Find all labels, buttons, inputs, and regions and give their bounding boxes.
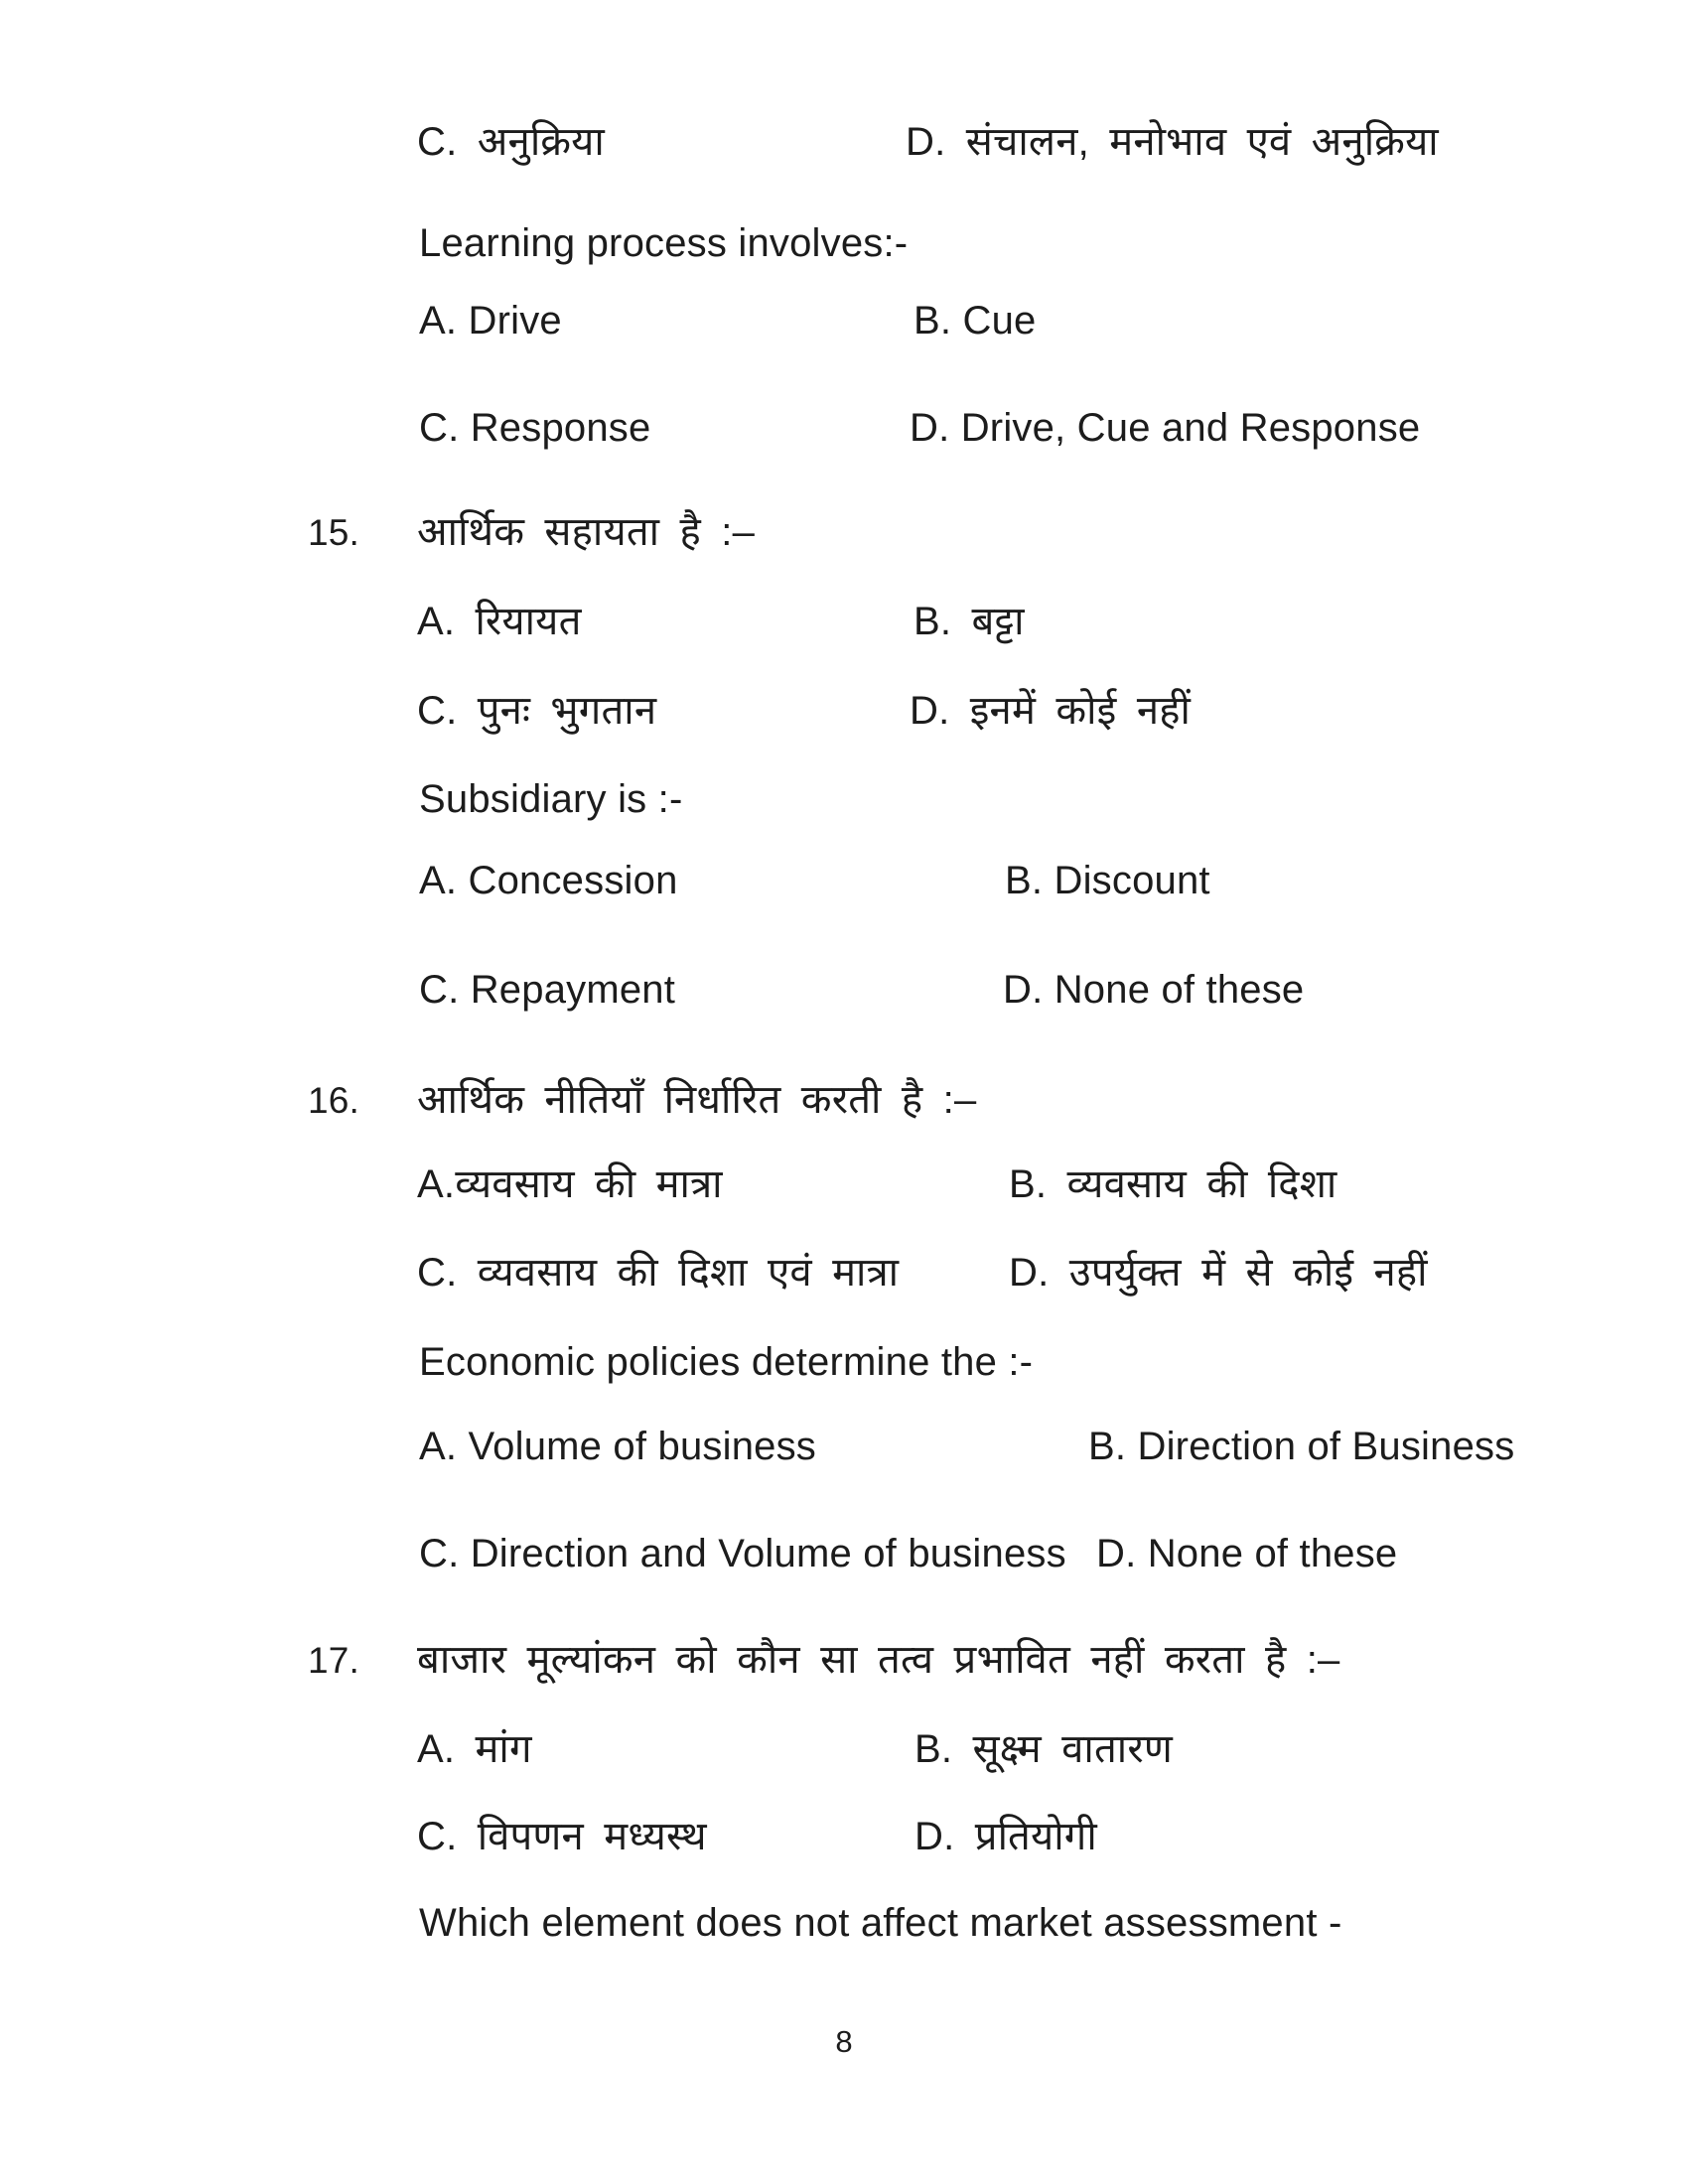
q14-option-c-english: C. Response <box>419 406 651 450</box>
q14-option-a-english: A. Drive <box>419 299 562 342</box>
q15-option-a-hindi: A. रियायत <box>417 600 582 643</box>
q15-option-c-english: C. Repayment <box>419 968 676 1012</box>
q15-option-d-hindi: D. इनमें कोई नहीं <box>910 689 1192 733</box>
page-number: 8 <box>835 2024 853 2059</box>
q16-option-b-hindi: B. व्यवसाय की दिशा <box>1009 1162 1337 1206</box>
q15-option-d-english: D. None of these <box>1003 968 1305 1012</box>
q16-stem-english: Economic policies determine the :- <box>419 1340 1034 1384</box>
q16-option-d-english: D. None of these <box>1096 1532 1398 1575</box>
q17-number: 17. <box>308 1640 360 1681</box>
q15-stem-hindi: आर्थिक सहायता है :– <box>417 510 756 554</box>
q17-stem-hindi: बाजार मूल्यांकन को कौन सा तत्व प्रभावित नहीं करता है :– <box>417 1638 1340 1682</box>
q17-option-b-hindi: B. सूक्ष्म वातारण <box>914 1727 1174 1771</box>
q16-option-c-hindi: C. व्यवसाय की दिशा एवं मात्रा <box>417 1251 900 1295</box>
q16-option-a-english: A. Volume of business <box>419 1425 816 1468</box>
q16-stem-hindi: आर्थिक नीतियाँ निर्धारित करती है :– <box>417 1078 977 1122</box>
q15-stem-english: Subsidiary is :- <box>419 777 683 821</box>
q15-number: 15. <box>308 512 360 553</box>
q16-number: 16. <box>308 1080 360 1121</box>
q14-option-c-hindi: C. अनुक्रिया <box>417 120 605 164</box>
q17-option-d-hindi: D. प्रतियोगी <box>914 1815 1097 1858</box>
q14-option-b-english: B. Cue <box>914 299 1037 342</box>
q17-stem-english: Which element does not affect market assessment - <box>419 1901 1342 1945</box>
q17-option-c-hindi: C. विपणन मध्यस्थ <box>417 1815 707 1858</box>
q15-option-a-english: A. Concession <box>419 859 678 902</box>
q15-option-b-english: B. Discount <box>1005 859 1210 902</box>
q16-option-c-english: C. Direction and Volume of business <box>419 1532 1066 1575</box>
q15-option-b-hindi: B. बट्टा <box>914 600 1025 643</box>
q16-option-b-english: B. Direction of Business <box>1088 1425 1515 1468</box>
q14-stem-english: Learning process involves:- <box>419 221 909 265</box>
q16-option-a-hindi: A.व्यवसाय की मात्रा <box>417 1162 723 1206</box>
q16-option-d-hindi: D. उपर्युक्त में से कोई नहीं <box>1009 1251 1428 1295</box>
q17-option-a-hindi: A. मांग <box>417 1727 532 1771</box>
q15-option-c-hindi: C. पुनः भुगतान <box>417 689 657 733</box>
q14-option-d-english: D. Drive, Cue and Response <box>910 406 1421 450</box>
q14-option-d-hindi: D. संचालन, मनोभाव एवं अनुक्रिया <box>906 120 1439 164</box>
